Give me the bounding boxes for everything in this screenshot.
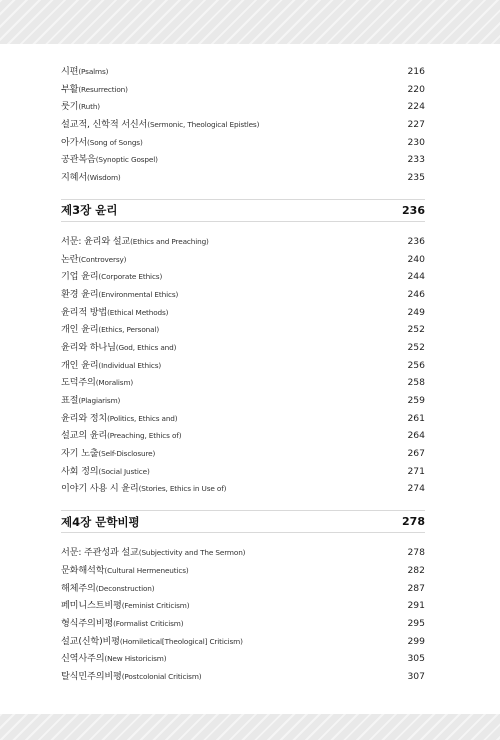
toc-entry[interactable] <box>61 668 425 686</box>
toc-entry[interactable] <box>61 633 425 651</box>
toc-entry-page: 236 <box>407 235 425 247</box>
toc-entry-english-title: (Moralism) <box>95 378 134 388</box>
toc-entry-page: 235 <box>407 172 425 184</box>
toc-entry[interactable] <box>61 357 425 375</box>
toc-entry-korean-title: 지혜서 <box>61 172 88 184</box>
chapter-3-title: 제3장 윤리 <box>61 203 118 218</box>
toc-entry-page: 220 <box>407 83 425 95</box>
toc-entry-label <box>61 392 120 406</box>
toc-entry[interactable] <box>61 151 425 169</box>
toc-entry[interactable] <box>61 597 425 615</box>
toc-entry-korean-title: 이야기 사용 시 윤리 <box>61 483 139 495</box>
toc-entry-english-title: (Controversy) <box>78 254 127 264</box>
toc-entry-label <box>61 304 168 318</box>
toc-entry-label <box>61 233 209 247</box>
toc-entry[interactable] <box>61 374 425 392</box>
toc-entry-label <box>61 374 133 388</box>
toc-entry-label <box>61 134 143 148</box>
toc-entry[interactable] <box>61 480 425 498</box>
toc-entry[interactable] <box>61 134 425 152</box>
toc-entry[interactable] <box>61 81 425 99</box>
toc-entry-english-title: (Resurrection) <box>78 84 128 94</box>
toc-entry-page: 224 <box>407 101 425 113</box>
toc-entry-page: 227 <box>407 119 425 131</box>
toc-entry-label <box>61 81 128 95</box>
toc-entry-label <box>61 116 259 130</box>
toc-entry-korean-title: 서문: 윤리와 설교 <box>61 235 131 247</box>
toc-entry[interactable] <box>61 98 425 116</box>
toc-entry-page: 261 <box>407 412 425 424</box>
toc-entry-label <box>61 151 158 165</box>
toc-entry-label <box>61 445 155 459</box>
toc-entry-korean-title: 설교의 윤리 <box>61 430 108 442</box>
toc-entry-label <box>61 410 178 424</box>
toc-entry-english-title: (Formalist Criticism) <box>113 618 184 628</box>
top-decorative-band <box>0 0 500 44</box>
toc-entry-label <box>61 580 154 594</box>
toc-entry-label <box>61 463 150 477</box>
toc-entry[interactable] <box>61 286 425 304</box>
toc-entry-label <box>61 480 226 494</box>
toc-entry-korean-title: 설교(신학)비평 <box>61 635 120 647</box>
bottom-decorative-band <box>0 714 500 740</box>
toc-entry-label <box>61 544 245 558</box>
toc-entry-english-title: (Environmental Ethics) <box>98 289 179 299</box>
toc-entry-korean-title: 공관복음 <box>61 154 96 166</box>
toc-entry-korean-title: 아가서 <box>61 136 88 148</box>
toc-entry-korean-title: 윤리와 하나님 <box>61 341 116 353</box>
toc-group-3 <box>61 544 425 686</box>
toc-entry[interactable] <box>61 445 425 463</box>
toc-entry[interactable] <box>61 410 425 428</box>
toc-entry-english-title: (Individual Ethics) <box>98 360 162 370</box>
toc-entry-english-title: (Synoptic Gospel) <box>95 155 158 165</box>
toc-entry-label <box>61 63 108 77</box>
toc-entry-english-title: (Self-Disclosure) <box>98 449 156 459</box>
toc-entry[interactable] <box>61 339 425 357</box>
toc-entry-korean-title: 환경 윤리 <box>61 288 99 300</box>
toc-entry[interactable] <box>61 304 425 322</box>
toc-entry-korean-title: 해체주의 <box>61 582 96 594</box>
toc-entry[interactable] <box>61 251 425 269</box>
toc-entry-page: 256 <box>407 359 425 371</box>
toc-entry-page: 249 <box>407 306 425 318</box>
toc-entry-korean-title: 사회 정의 <box>61 465 99 477</box>
toc-entry-english-title: (Corporate Ethics) <box>98 272 163 282</box>
toc-group-2 <box>61 233 425 498</box>
toc-entry-page: 278 <box>407 547 425 559</box>
toc-entry-korean-title: 논란 <box>61 253 79 265</box>
toc-entry-english-title: (Cultural Hermeneutics) <box>104 565 189 575</box>
toc-entry-label <box>61 427 181 441</box>
toc-entry[interactable] <box>61 233 425 251</box>
toc-entry[interactable] <box>61 116 425 134</box>
toc-entry-label <box>61 668 202 682</box>
toc-entry[interactable] <box>61 615 425 633</box>
toc-entry-label <box>61 615 183 629</box>
chapter-3-page: 236 <box>402 203 425 217</box>
toc-entry-page: 230 <box>407 136 425 148</box>
toc-entry[interactable] <box>61 463 425 481</box>
toc-entry[interactable] <box>61 392 425 410</box>
toc-entry-page: 240 <box>407 253 425 265</box>
toc-entry-page: 271 <box>407 465 425 477</box>
toc-entry-page: 295 <box>407 617 425 629</box>
toc-entry-english-title: (Postcolonial Criticism) <box>121 671 202 681</box>
toc-entry-korean-title: 개인 윤리 <box>61 359 99 371</box>
toc-entry-label <box>61 633 243 647</box>
toc-entry-korean-title: 윤리적 방법 <box>61 306 108 318</box>
toc-entry-korean-title: 자기 노출 <box>61 448 99 460</box>
toc-entry-page: 299 <box>407 635 425 647</box>
toc-entry[interactable] <box>61 650 425 668</box>
toc-entry-korean-title: 페미니스트비평 <box>61 600 122 612</box>
toc-entry-page: 246 <box>407 288 425 300</box>
chapter-4-heading[interactable] <box>61 510 425 533</box>
toc-entry-page: 264 <box>407 430 425 442</box>
toc-entry-page: 252 <box>407 341 425 353</box>
toc-entry-english-title: (God, Ethics and) <box>115 342 177 352</box>
toc-entry-english-title: (Plagiarism) <box>78 396 121 405</box>
table-of-contents <box>61 63 425 686</box>
toc-entry-page: 282 <box>407 564 425 576</box>
toc-entry-page: 252 <box>407 324 425 336</box>
toc-entry-english-title: (Ethics, Personal) <box>98 325 160 335</box>
toc-entry-label <box>61 286 178 300</box>
toc-entry[interactable] <box>61 169 425 187</box>
toc-entry-english-title: (Social Justice) <box>98 466 150 476</box>
toc-entry-korean-title: 부활 <box>61 83 79 95</box>
toc-entry-english-title: (Preaching, Ethics of) <box>107 431 182 441</box>
toc-entry-korean-title: 서문: 주관성과 설교 <box>61 547 139 559</box>
toc-entry-korean-title: 문화해석학 <box>61 564 105 576</box>
toc-entry-korean-title: 표절 <box>61 395 79 406</box>
toc-entry-korean-title: 형식주의비평 <box>61 617 114 629</box>
toc-entry[interactable] <box>61 580 425 598</box>
toc-entry-english-title: (Feminist Criticism) <box>121 601 190 611</box>
toc-entry-korean-title: 탈식민주의비평 <box>61 670 122 682</box>
chapter-3-heading[interactable] <box>61 199 425 222</box>
toc-entry-label <box>61 169 121 183</box>
toc-entry-english-title: (Subjectivity and The Sermon) <box>138 548 246 558</box>
toc-entry-page: 305 <box>407 653 425 665</box>
toc-entry-english-title: (Homiletical[Theological] Criticism) <box>119 636 243 646</box>
toc-entry-korean-title: 신역사주의 <box>61 653 105 665</box>
toc-entry-korean-title: 설교적, 신학적 서신서 <box>61 119 148 131</box>
toc-entry-korean-title: 도덕주의 <box>61 377 96 389</box>
toc-entry-english-title: (Song of Songs) <box>87 137 143 147</box>
toc-entry[interactable] <box>61 268 425 286</box>
toc-entry-korean-title: 개인 윤리 <box>61 324 99 336</box>
toc-entry-label <box>61 251 126 265</box>
toc-entry-korean-title: 룻기 <box>61 101 79 113</box>
toc-entry-label <box>61 650 166 664</box>
toc-entry-english-title: (Sermonic, Theological Epistles) <box>147 120 260 130</box>
toc-entry-korean-title: 시편 <box>61 66 79 77</box>
toc-entry-korean-title: 윤리와 정치 <box>61 412 108 424</box>
toc-entry-page: 259 <box>407 395 425 406</box>
toc-entry-label <box>61 321 159 335</box>
toc-entry-label <box>61 268 162 282</box>
toc-entry-page: 258 <box>407 377 425 389</box>
toc-entry-page: 216 <box>407 66 425 77</box>
toc-entry-english-title: (Ethical Methods) <box>107 307 169 317</box>
toc-group-1 <box>61 63 425 187</box>
toc-entry-english-title: (Ethics and Preaching) <box>130 236 209 246</box>
toc-entry-english-title: (Politics, Ethics and) <box>107 413 178 423</box>
chapter-4-title: 제4장 문학비평 <box>61 514 140 529</box>
toc-entry-page: 267 <box>407 448 425 460</box>
toc-entry-english-title: (Stories, Ethics in Use of) <box>138 484 227 494</box>
toc-entry[interactable] <box>61 427 425 445</box>
toc-entry-label <box>61 597 189 611</box>
toc-entry-page: 307 <box>407 670 425 682</box>
toc-entry[interactable] <box>61 63 425 81</box>
toc-entry-page: 244 <box>407 271 425 283</box>
toc-entry-korean-title: 기업 윤리 <box>61 271 99 283</box>
toc-entry-label <box>61 339 176 353</box>
toc-entry-english-title: (Deconstruction) <box>95 583 155 593</box>
toc-entry-page: 287 <box>407 582 425 594</box>
toc-entry[interactable] <box>61 321 425 339</box>
toc-entry[interactable] <box>61 562 425 580</box>
toc-entry[interactable] <box>61 544 425 562</box>
toc-entry-page: 233 <box>407 154 425 166</box>
toc-entry-label <box>61 357 161 371</box>
toc-entry-label <box>61 98 100 112</box>
toc-entry-english-title: (Ruth) <box>78 102 101 112</box>
toc-entry-english-title: (New Historicism) <box>104 654 167 664</box>
toc-entry-english-title: (Wisdom) <box>87 173 121 183</box>
toc-entry-english-title: (Psalms) <box>78 67 109 76</box>
toc-entry-page: 274 <box>407 483 425 495</box>
toc-entry-page: 291 <box>407 600 425 612</box>
chapter-4-page: 278 <box>402 515 425 529</box>
toc-entry-label <box>61 562 189 576</box>
